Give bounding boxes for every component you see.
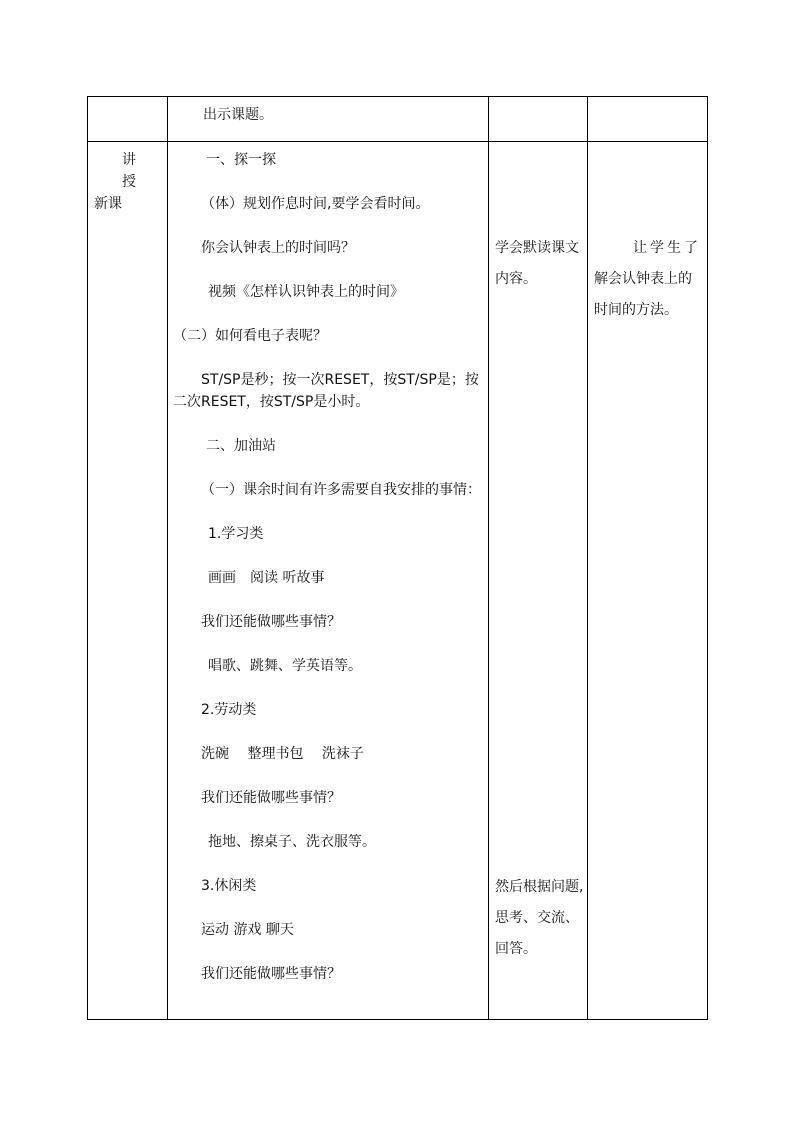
content-line: 2.劳动类 xyxy=(201,702,257,718)
content-line: 画画 阅读 听故事 xyxy=(208,570,325,586)
section-cell xyxy=(88,97,168,142)
section-label-line1: 讲 授 xyxy=(122,152,142,190)
content-line: 拖地、擦桌子、洗衣服等。 xyxy=(208,834,376,850)
student-activity-cell xyxy=(489,142,588,1020)
design-intent-cell xyxy=(588,97,708,142)
content-cell xyxy=(168,97,489,142)
content-line: （一）课余时间有许多需要自我安排的事情： xyxy=(201,482,481,498)
section-label-line2: 新课 xyxy=(94,196,122,212)
student-activity-line: 回答。 xyxy=(495,941,537,957)
content-line: 你会认钟表上的时间吗？ xyxy=(201,240,355,256)
design-intent-line: 让学生了 xyxy=(633,240,701,256)
content-line: 洗碗 整理书包 洗袜子 xyxy=(201,746,364,762)
content-line: 视频《怎样认识钟表上的时间》 xyxy=(208,284,404,300)
content-line: ST/SP是秒；按一次RESET，按ST/SP是；按 xyxy=(201,372,479,388)
content-line: 我们还能做哪些事情？ xyxy=(201,614,341,630)
content-line: 运动 游戏 聊天 xyxy=(201,922,294,938)
student-activity-line: 然后根据问题, xyxy=(495,879,584,895)
content-line: 二次RESET，按ST/SP是小时。 xyxy=(173,394,370,410)
content-line: 二、加油站 xyxy=(206,438,276,454)
content-line: 我们还能做哪些事情？ xyxy=(201,966,341,982)
content-line: （二）如何看电子表呢？ xyxy=(173,328,327,344)
design-intent-cell xyxy=(588,142,708,1020)
student-activity-line: 学会默读课文 xyxy=(495,240,579,256)
content-text: 出示课题。 xyxy=(203,107,273,123)
section-cell xyxy=(88,142,168,1020)
content-cell xyxy=(168,142,489,1020)
lesson-plan-table xyxy=(87,96,708,1020)
design-intent-line: 解会认钟表上的 xyxy=(594,271,692,287)
student-activity-line: 内容。 xyxy=(495,271,537,287)
content-line: （体）规划作息时间,要学会看时间。 xyxy=(201,196,430,212)
student-activity-line: 思考、交流、 xyxy=(495,910,579,926)
content-line: 我们还能做哪些事情？ xyxy=(201,790,341,806)
table-row xyxy=(88,142,708,1020)
content-line: 1.学习类 xyxy=(208,526,264,542)
student-activity-cell xyxy=(489,97,588,142)
table-row xyxy=(88,97,708,142)
content-line: 3.休闲类 xyxy=(201,878,257,894)
design-intent-line: 时间的方法。 xyxy=(594,302,678,318)
content-line: 一、探一探 xyxy=(206,152,276,168)
content-line: 唱歌、跳舞、学英语等。 xyxy=(208,658,362,674)
